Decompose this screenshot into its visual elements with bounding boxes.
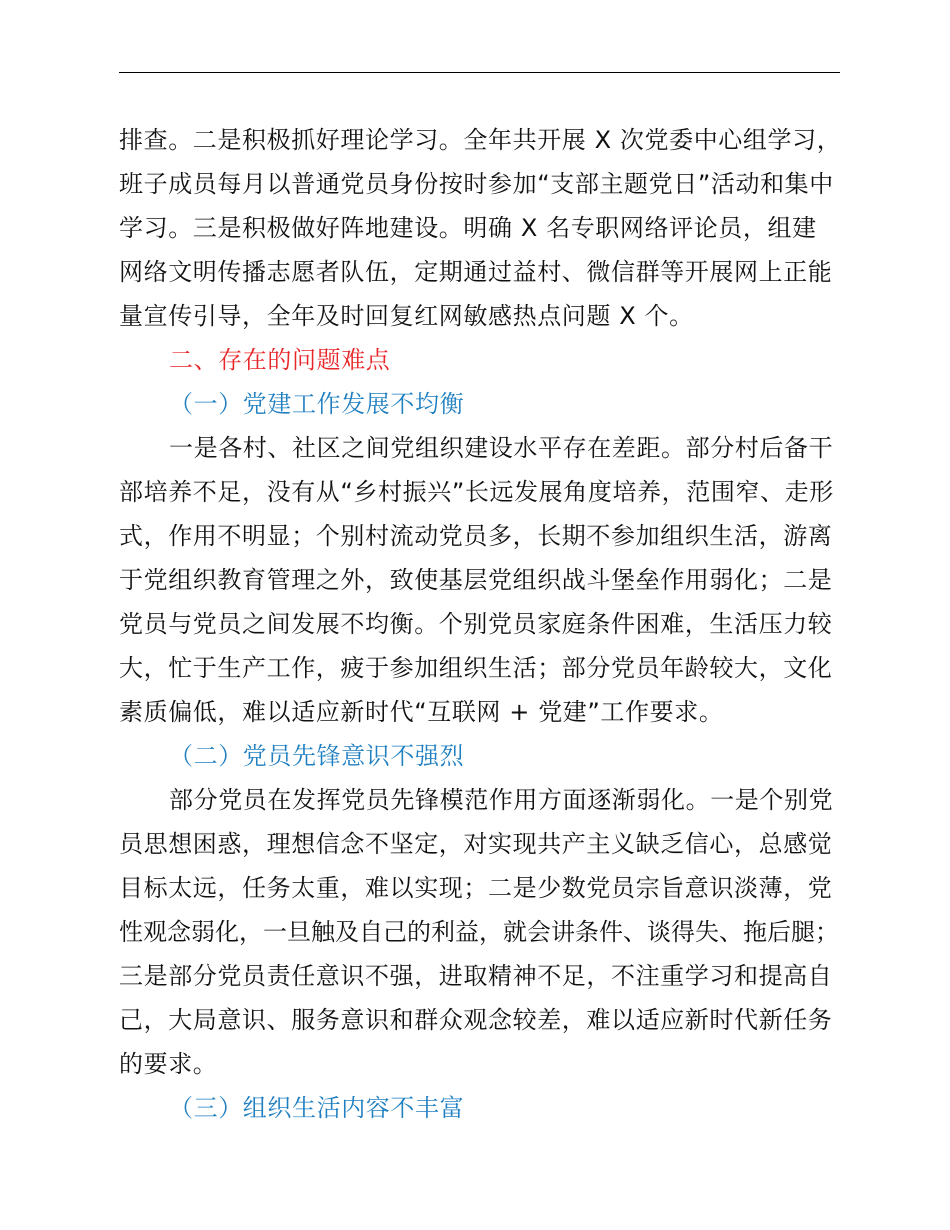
body-line: 己，大局意识、服务意识和群众观念较差，难以适应新时代新任务 [119, 1006, 833, 1034]
body-line: 性观念弱化，一旦触及自己的利益，就会讲条件、谈得失、拖后腿； [119, 918, 839, 946]
body-line: 三是部分党员责任意识不强，进取精神不足，不注重学习和提高自 [119, 962, 833, 990]
body-line: 学习。三是积极做好阵地建设。明确 X 名专职网络评论员，组建 [119, 214, 817, 242]
header-rule [119, 72, 840, 73]
paragraph-first-line: 部分党员在发挥党员先锋模范作用方面逐渐弱化。一是个别党 [169, 786, 834, 814]
body-line: 部培养不足，没有从“乡村振兴”长远发展角度培养，范围窄、走形 [119, 478, 834, 506]
body-line: 目标太远，任务太重，难以实现；二是少数党员宗旨意识淡薄，党 [119, 874, 833, 902]
body-line: 于党组织教育管理之外，致使基层党组织战斗堡垒作用弱化；二是 [119, 566, 833, 594]
body-line: 网络文明传播志愿者队伍，定期通过益村、微信群等开展网上正能 [119, 258, 833, 286]
section-heading: 二、存在的问题难点 [169, 346, 391, 374]
sub-heading: （三）组织生活内容不丰富 [169, 1094, 465, 1122]
body-line: 式，作用不明显；个别村流动党员多，长期不参加组织生活，游离 [119, 522, 833, 550]
body-line: 的要求。 [119, 1050, 218, 1078]
body-line: 量宣传引导，全年及时回复红网敏感热点问题 X 个。 [119, 302, 694, 330]
body-line: 素质偏低，难以适应新时代“互联网 + 党建”工作要求。 [119, 698, 724, 726]
document-body [119, 118, 843, 1130]
paragraph-first-line: 一是各村、社区之间党组织建设水平存在差距。部分村后备干 [169, 434, 834, 462]
body-line: 排查。二是积极抓好理论学习。全年共开展 X 次党委中心组学习， [119, 126, 842, 154]
sub-heading: （二）党员先锋意识不强烈 [169, 742, 465, 770]
sub-heading: （一）党建工作发展不均衡 [169, 390, 465, 418]
body-line: 党员与党员之间发展不均衡。个别党员家庭条件困难，生活压力较 [119, 610, 833, 638]
body-line: 大，忙于生产工作，疲于参加组织生活；部分党员年龄较大，文化 [119, 654, 833, 682]
body-line: 员思想困惑，理想信念不坚定，对实现共产主义缺乏信心，总感觉 [119, 830, 833, 858]
body-line: 班子成员每月以普通党员身份按时参加“支部主题党日”活动和集中 [119, 170, 834, 198]
